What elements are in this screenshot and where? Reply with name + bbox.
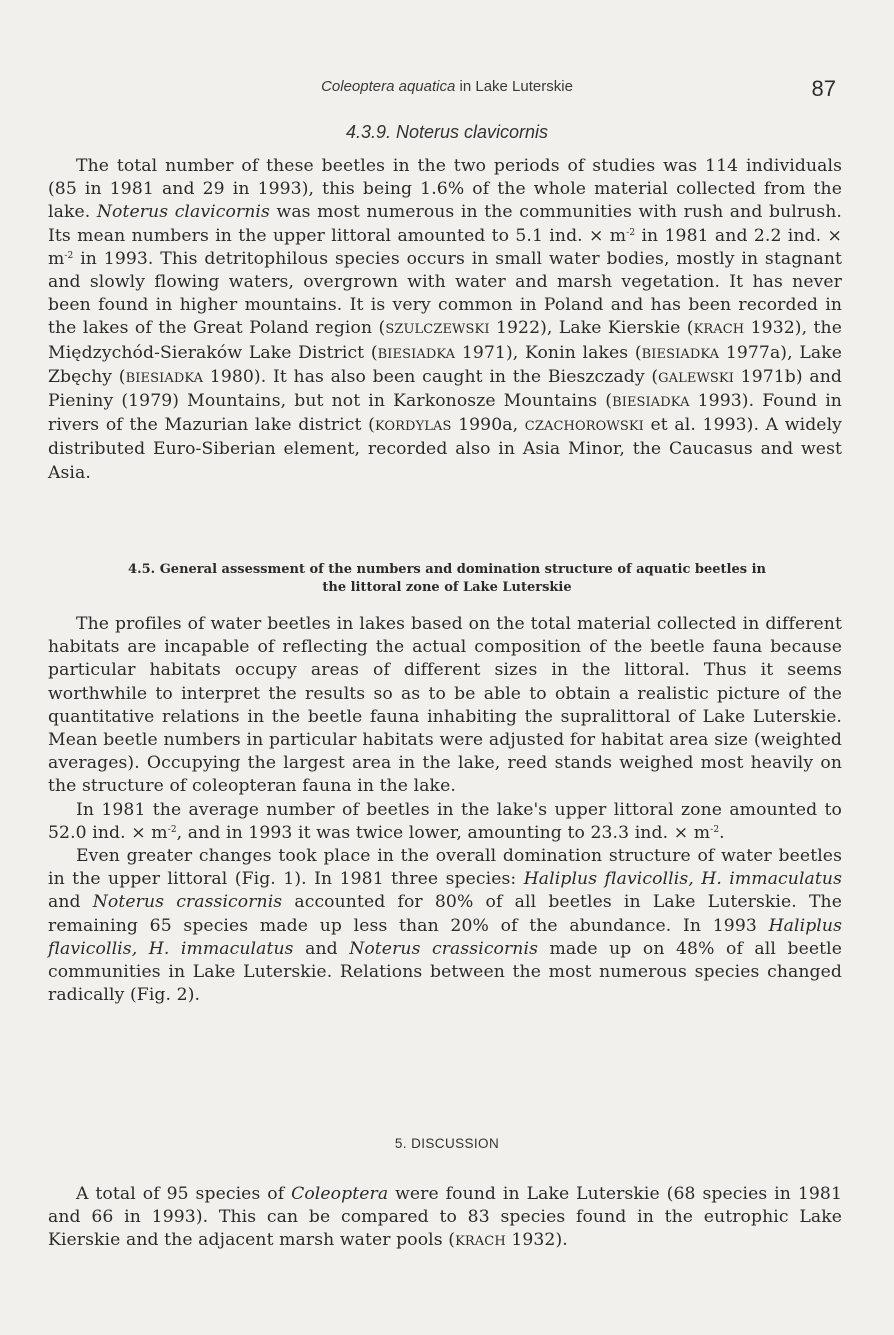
text-run: in 1981 and 2.2 ind. × m: [48, 225, 842, 269]
text-run: 1922), Lake Kierskie (: [489, 318, 694, 339]
heading-line: 4.5. General assessment of the numbers and domination structure of aquatic beetles in: [128, 562, 766, 577]
text-run: 1977a), Lake Zbęchy (: [48, 342, 842, 387]
paragraph-domination: [48, 845, 842, 1007]
section-heading-noterus: 4.3.9. Noterus clavicornis: [345, 122, 549, 142]
section-body-general-assessment: [48, 613, 842, 1007]
paragraph-average-number: [48, 799, 842, 845]
text-run: accounted for 80% of all beetles in Lake Luterskie. The remaining 65 species made up less than 20% of the abundance. In 1993: [48, 892, 842, 936]
species-name: Noterus crassicornis: [349, 938, 538, 959]
author-name: GALEWSKI: [658, 370, 734, 386]
heading-line: the littoral zone of Lake Luterskie: [322, 580, 572, 595]
paragraph-discussion: [48, 1183, 842, 1254]
author-name: BIESIADKA: [612, 395, 690, 411]
author-name: BIESIADKA: [125, 370, 204, 386]
text-run: and: [48, 892, 93, 913]
running-title: [0, 78, 894, 95]
text-run: A total of 95 species of: [76, 1184, 292, 1204]
section-body-noterus: [48, 155, 842, 485]
exponent: -2: [626, 227, 636, 238]
page-number: 87: [811, 76, 836, 101]
author-name: SZULCZEWSKI: [385, 322, 490, 338]
text-run: and: [293, 938, 350, 959]
text-run: 1971b) and Pieniny (1979) Mountains, but not in Karkonosze Mountains (: [48, 366, 842, 412]
text-run: et al. 1993). A widely distributed Euro-Siberian element, recorded also in Asia Minor, the Caucasus and west Asia.: [48, 415, 842, 483]
author-name: KRACH: [455, 1234, 506, 1250]
exponent: -2: [710, 824, 720, 835]
paragraph-profiles: The profiles of water beetles in lakes based on the total material collected in different habitats are incapable of reflecting the actual composition of the beetle fauna because particular habitats occupy areas of different sizes in the littoral. Thus it seems worthwhile to interpret the results so as to be able to obtain a realistic picture of the quantitative relations in the beetle fauna inhabiting the supralittoral of Lake Luterskie. Mean beetle numbers in particular habitats were adjusted for habitat area size (weighted averages). Occupying the largest area in the lake, reed stands weighed most heavily on the structure of coleopteran fauna in the lake.: [48, 614, 842, 797]
text-run: 1990a,: [451, 415, 525, 436]
text-run: were found in Lake Luterskie (68 species in 1981 and 66 in 1993). This can be compared to 83 species found in the eutrophic Lake Kierskie and the adjacent marsh water pools (: [48, 1184, 843, 1251]
exponent: -2: [167, 824, 177, 835]
running-title-rest: in Lake Luterskie: [455, 78, 573, 95]
running-title-italic: Coleoptera aquatica: [321, 78, 456, 95]
author-name: CZACHOROWSKI: [524, 419, 644, 435]
text-run: made up on 48% of all beetle communities in Lake Luterskie. Relations between the most numerous species changed radically (Fig. 2).: [48, 938, 842, 1006]
text-run: 1932).: [505, 1230, 568, 1251]
taxon-name: Coleoptera: [291, 1184, 389, 1204]
text-run: Even greater changes took place in the overall domination structure of water beetles in the upper littoral (Fig. 1). In 1981 three species:: [48, 846, 842, 890]
paragraph-noterus: [48, 155, 842, 485]
species-name: Noterus crassicornis: [92, 892, 283, 913]
text-run: 1932), the Międzychód-Sieraków Lake District (: [48, 318, 842, 363]
text-run: 1980). It has also been caught in the Bieszczady (: [203, 366, 659, 387]
section-heading-general-assessment: [60, 561, 834, 597]
author-name: KRACH: [693, 322, 745, 338]
running-head: [0, 76, 894, 102]
text-run: In 1981 the average number of beetles in the lake's upper littoral zone amounted to 52.0 ind. × m: [48, 799, 842, 843]
section-heading-discussion: 5. DISCUSSION: [394, 1136, 500, 1151]
species-name: Noterus clavicornis: [96, 202, 270, 223]
species-name: Haliplus flavicollis, H. immaculatus: [48, 915, 842, 959]
exponent: -2: [64, 250, 74, 261]
text-run: The total number of these beetles in the two periods of studies was 114 individuals (85 in 1981 and 29 in 1993), this being 1.6% of the whole material collected from the lake.: [48, 156, 842, 223]
author-name: KORDYLAS: [374, 419, 452, 435]
section-body-discussion: [48, 1183, 842, 1254]
species-name: Haliplus flavicollis, H. immaculatus: [523, 869, 842, 890]
text-run: 1993). Found in rivers of the Mazurian lake district (: [48, 391, 842, 436]
author-name: BIESIADKA: [377, 346, 456, 362]
text-run: was most numerous in the communities with rush and bulrush. Its mean numbers in the upper littoral amounted to 5.1 ind. × m: [48, 202, 842, 246]
text-run: .: [719, 822, 725, 843]
author-name: BIESIADKA: [641, 346, 720, 362]
text-run: in 1993. This detritophilous species occurs in small water bodies, mostly in stagnant and slowly flowing waters, overgrown with water and marsh vegetation. It has never been found in higher mountains. It is very common in Poland and has been recorded in the lakes of the Great Poland region (: [48, 248, 842, 339]
text-run: , and in 1993 it was twice lower, amounting to 23.3 ind. × m: [176, 822, 711, 843]
text-run: 1971), Konin lakes (: [455, 342, 642, 363]
